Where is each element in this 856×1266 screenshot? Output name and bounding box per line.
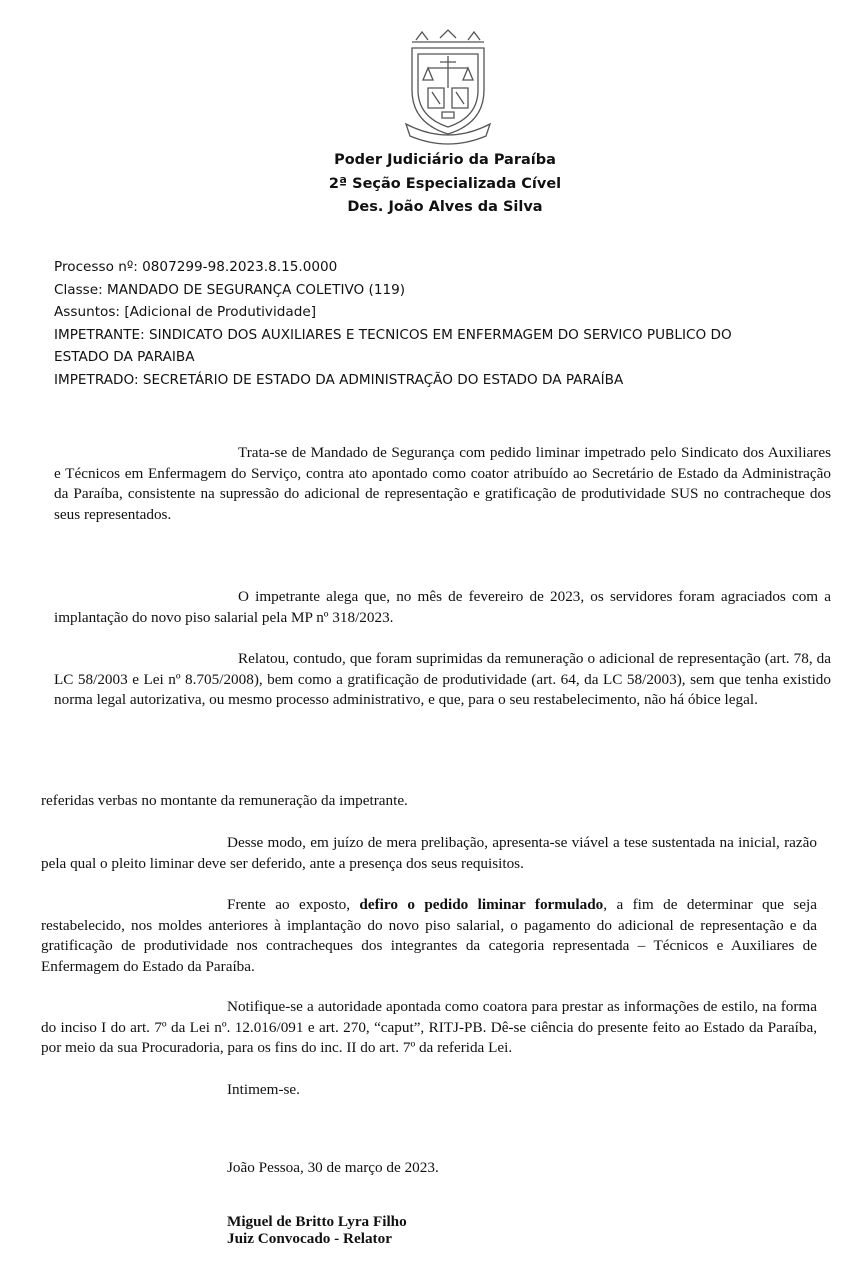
paragraph-notification: Notifique-se a autoridade apontada como coatora para prestar as informações de estilo, na forma do inciso I do art. 7º da Lei nº. 12.016/091 e art. 270, “caput”, RITJ-PB. Dê-se ciência do presente feito ao Estado da Paraíba, por meio da sua Procuradoria, para os fins do inc. II do art. 7º da referida Lei. xyxy=(41,998,817,1056)
case-subjects: Assuntos: [Adicional de Produtividade] xyxy=(54,304,317,320)
case-number: Processo nº: 0807299-98.2023.8.15.0000 xyxy=(54,259,338,275)
place-date: João Pessoa, 30 de março de 2023. xyxy=(227,1159,439,1176)
case-class: Classe: MANDADO DE SEGURANÇA COLETIVO (119) xyxy=(54,281,406,298)
case-respondent: IMPETRADO: SECRETÁRIO DE ESTADO DA ADMINISTRAÇÃO DO ESTADO DA PARAÍBA xyxy=(54,371,624,388)
paragraph-continuation: referidas verbas no montante da remuneração da impetrante. xyxy=(41,792,408,809)
court-crest-icon xyxy=(398,28,498,148)
summons-text: Intimem-se. xyxy=(227,1081,300,1098)
signer-name: Miguel de Britto Lyra Filho xyxy=(227,1213,407,1230)
institution-title: Poder Judiciário da Paraíba xyxy=(334,152,556,168)
decision-highlight: defiro o pedido liminar formulado xyxy=(359,896,604,913)
paragraph-reasoning: Desse modo, em juízo de mera prelibação, apresenta-se viável a tese sustentada na inicial, razão pela qual o pleito liminar deve ser deferido, ante a presença dos seus requisitos. xyxy=(41,834,817,872)
desk-title: Des. João Alves da Silva xyxy=(347,199,543,215)
paragraph-allegation: O impetrante alega que, no mês de fevereiro de 2023, os servidores foram agraciados com a implantação do novo piso salarial pela MP nº 318/2023. xyxy=(54,588,831,626)
case-info xyxy=(54,256,834,391)
section-title: 2ª Seção Especializada Cível xyxy=(328,176,562,192)
signer-role: Juiz Convocado - Relator xyxy=(227,1230,392,1247)
paragraph-decision: Frente ao exposto, defiro o pedido liminar formulado, a fim de determinar que seja restabelecido, nos moldes anteriores à implantação do novo piso salarial, o pagamento do adicional de representação e da gratificação de produtividade nos contracheques dos integrantes da categoria representada – Técnicos e Auxiliares de Enfermagem do Estado da Paraíba. xyxy=(41,896,817,975)
paragraph-summary: Trata-se de Mandado de Segurança com pedido liminar impetrado pelo Sindicato dos Auxiliares e Técnicos em Enfermagem do Serviço, contra ato apontado como coator atribuído ao Secretário de Estado da Administração da Paraíba, consistente na supressão do adicional de representação e gratificação de produtividade SUS no contracheque dos seus representados. xyxy=(54,444,831,523)
case-petitioner-cont: ESTADO DA PARAIBA xyxy=(54,349,195,365)
paragraph-report: Relatou, contudo, que foram suprimidas da remuneração o adicional de representação (art. 78, da LC 58/2003 e Lei nº 8.705/2008), bem como a gratificação de produtividade (art. 64, da LC 58/2003), sem que tenha existido norma legal autorizativa, ou mesmo processo administrativo, e que, para o seu restabelecimento, não há óbice legal. xyxy=(54,650,831,708)
case-petitioner: IMPETRANTE: SINDICATO DOS AUXILIARES E TECNICOS EM ENFERMAGEM DO SERVICO PUBLICO DO xyxy=(54,326,732,343)
